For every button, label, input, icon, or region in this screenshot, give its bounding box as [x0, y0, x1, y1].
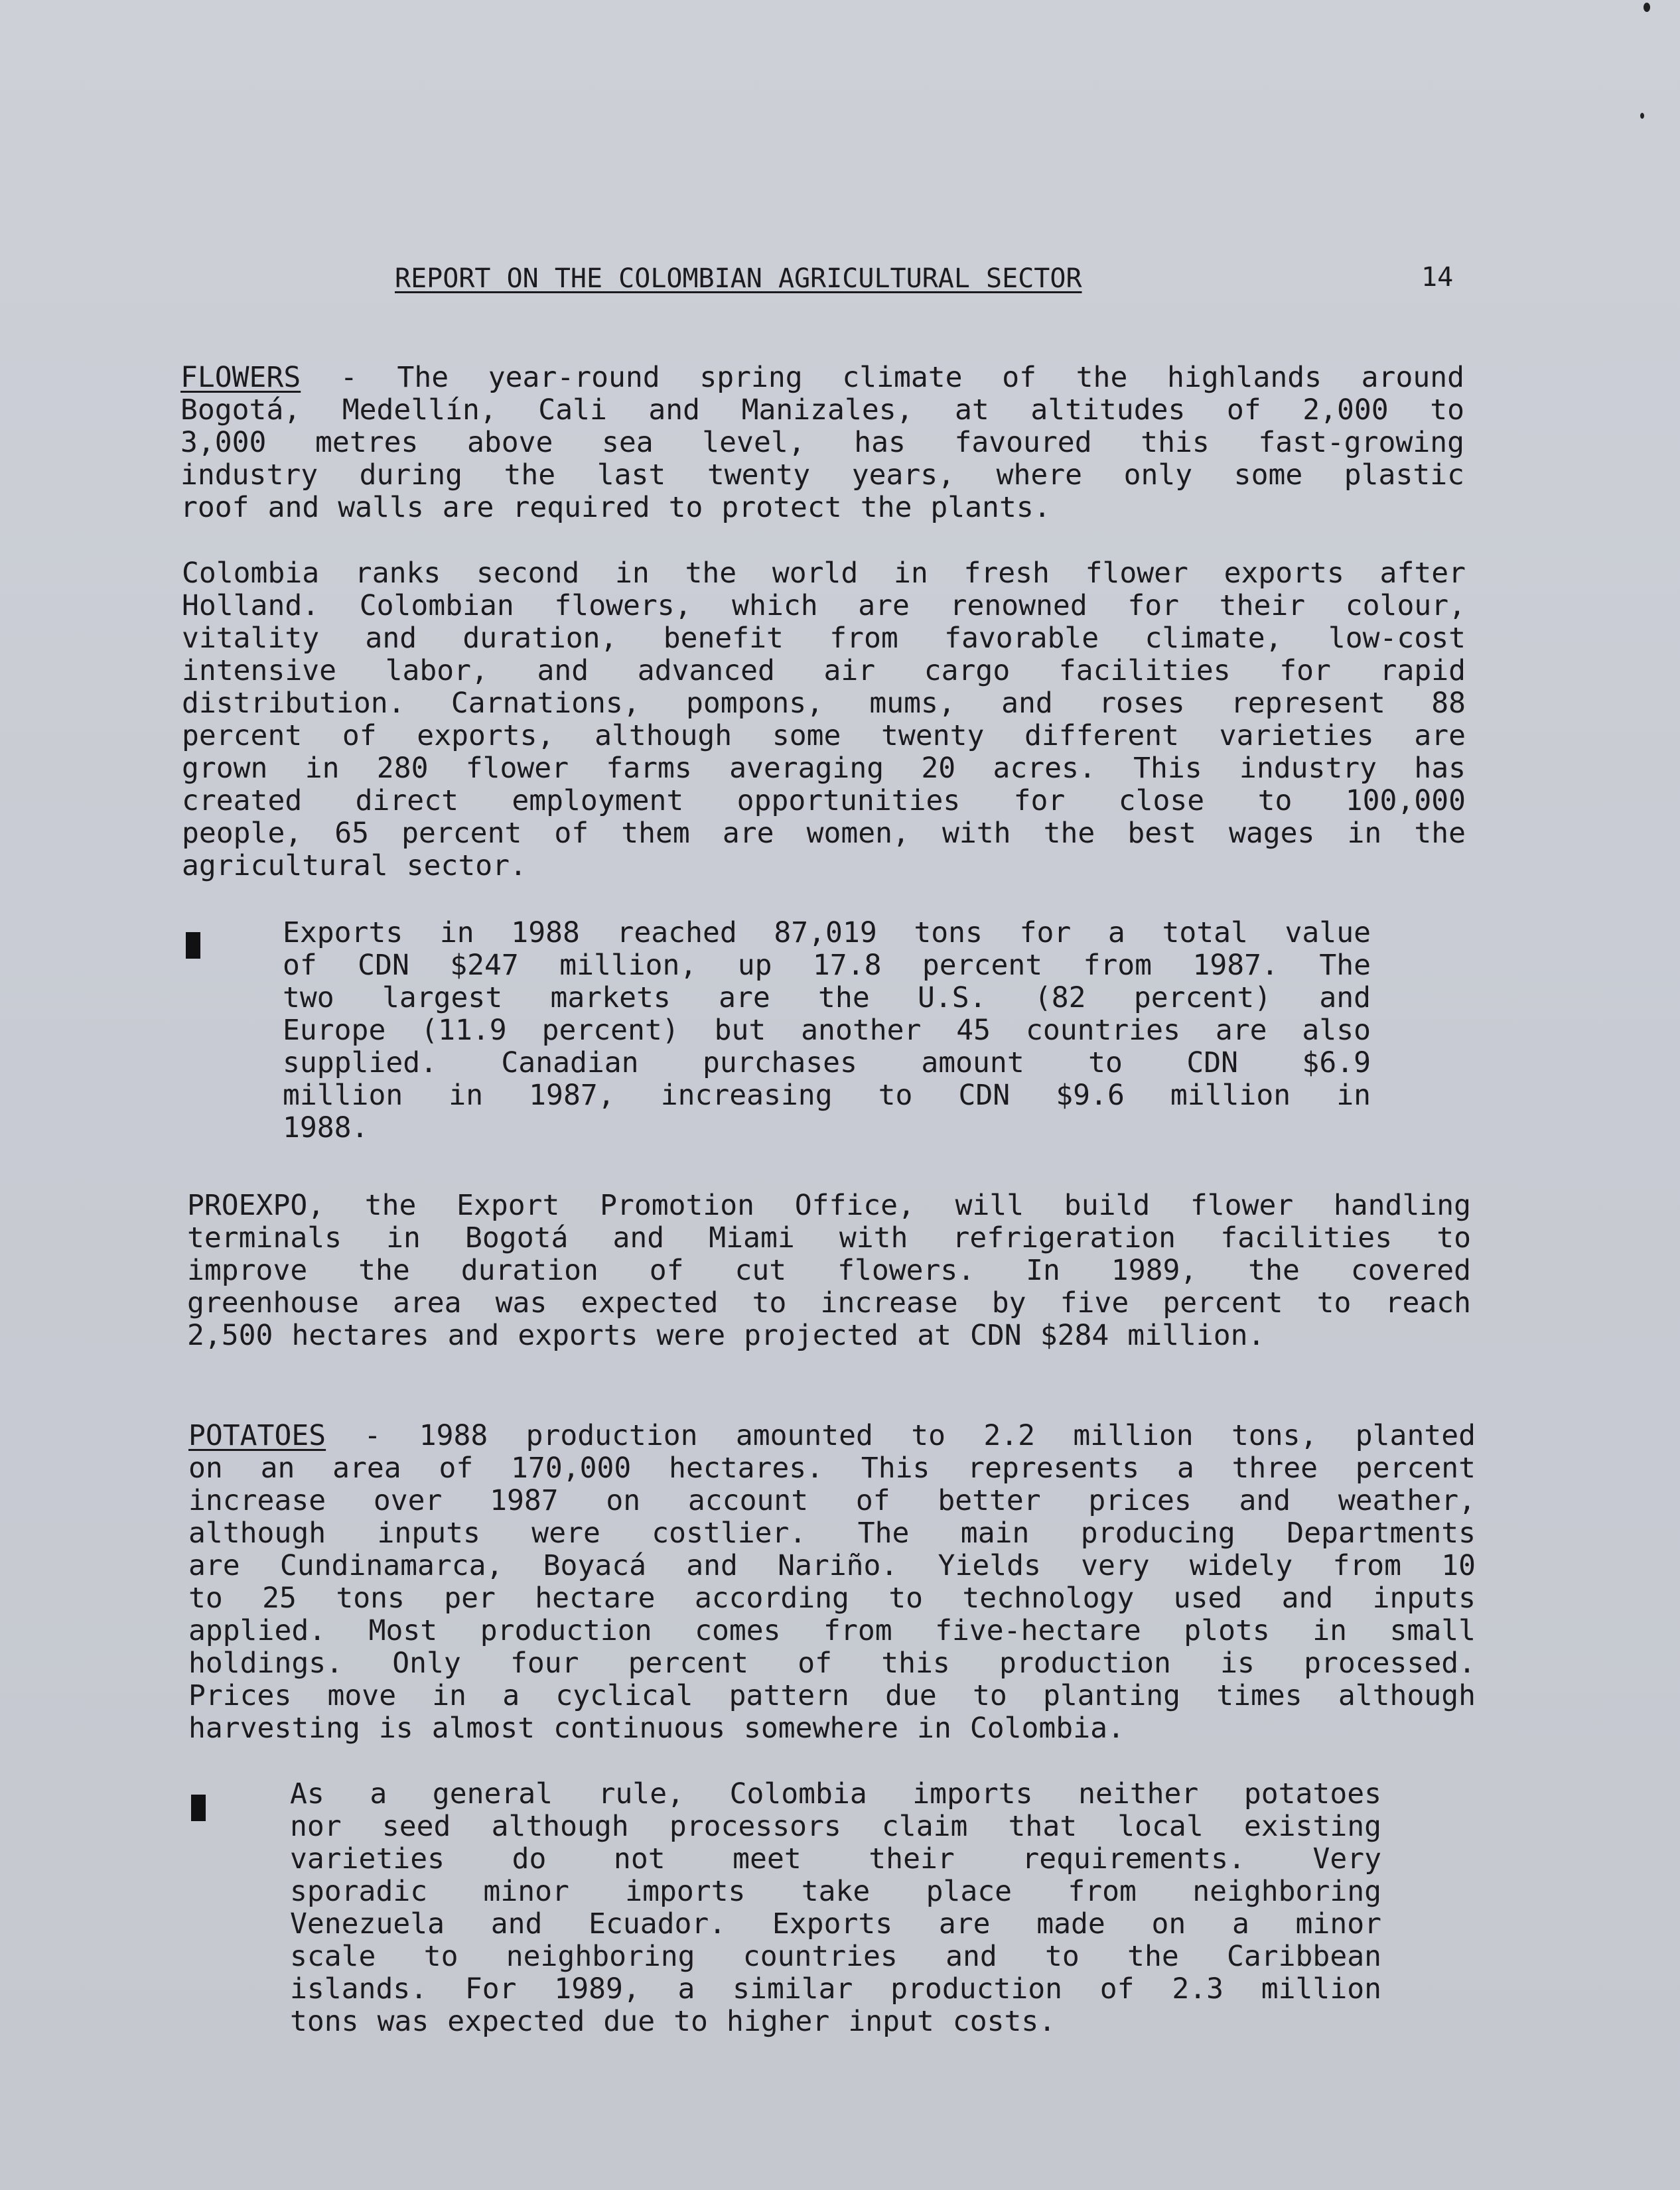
exports-line: of CDN $247 million, up 17.8 percent from 1987. The	[283, 949, 1371, 982]
exports-line: Exports in 1988 reached 87,019 tons for a total value	[283, 916, 1371, 949]
scan-speck	[1644, 3, 1650, 12]
exports-line: two largest markets are the U.S. (82 percent) and	[283, 981, 1371, 1014]
flowers-intro-line: industry during the last twenty years, where only some plastic	[180, 458, 1464, 492]
potatoes-imports-bullet	[290, 1778, 1381, 2038]
potatoes-line: applied. Most production comes from five-hectare plots in small	[188, 1614, 1476, 1647]
imports-line: Venezuela and Ecuador. Exports are made on a minor	[290, 1907, 1381, 1941]
potatoes-paragraph	[188, 1420, 1476, 1745]
imports-line: varieties do not meet their requirements. Very	[290, 1842, 1381, 1876]
ranking-line: percent of exports, although some twenty different varieties are	[182, 719, 1466, 752]
imports-line: nor seed although processors claim that local existing	[290, 1810, 1381, 1843]
flowers-intro-line: roof and walls are required to protect the plants.	[180, 491, 1051, 524]
potatoes-line: are Cundinamarca, Boyacá and Nariño. Yields very widely from 10	[188, 1549, 1476, 1582]
potatoes-line: harvesting is almost continuous somewhere in Colombia.	[188, 1712, 1125, 1745]
report-title: REPORT ON THE COLOMBIAN AGRICULTURAL SECTOR	[395, 263, 1082, 294]
ranking-line: agricultural sector.	[182, 849, 527, 882]
potatoes-line: on an area of 170,000 hectares. This represents a three percent	[188, 1452, 1476, 1485]
potatoes-line: to 25 tons per hectare according to technology used and inputs	[188, 1582, 1476, 1615]
flowers-intro-line	[180, 362, 1464, 394]
imports-line: sporadic minor imports take place from neighboring	[290, 1875, 1381, 1908]
potatoes-bullet-mark	[191, 1795, 206, 1821]
ranking-line: Colombia ranks second in the world in fresh flower exports after	[182, 557, 1466, 590]
proexpo-line: greenhouse area was expected to increase by five percent to reach	[187, 1286, 1471, 1320]
potatoes-line-text: - 1988 production amounted to 2.2 million tons, planted	[326, 1419, 1476, 1452]
ranking-line: vitality and duration, benefit from favorable climate, low-cost	[182, 622, 1466, 655]
potatoes-heading: POTATOES	[188, 1419, 326, 1452]
imports-line: As a general rule, Colombia imports neither potatoes	[290, 1777, 1381, 1811]
flowers-intro-line: Bogotá, Medellín, Cali and Manizales, at altitudes of 2,000 to	[180, 393, 1464, 427]
flowers-bullet-mark	[186, 932, 200, 959]
ranking-line: distribution. Carnations, pompons, mums, and roses represent 88	[182, 687, 1466, 720]
exports-line: 1988.	[283, 1111, 369, 1144]
flowers-intro-line: 3,000 metres above sea level, has favoured this fast-growing	[180, 426, 1464, 459]
proexpo-line: PROEXPO, the Export Promotion Office, will build flower handling	[187, 1189, 1471, 1222]
ranking-line: created direct employment opportunities for close to 100,000	[182, 784, 1466, 817]
page-number: 14	[1421, 262, 1454, 293]
potatoes-line: Prices move in a cyclical pattern due to planting times although	[188, 1679, 1476, 1712]
flowers-intro-paragraph	[180, 362, 1464, 524]
exports-line: million in 1987, increasing to CDN $9.6 million in	[283, 1079, 1371, 1112]
imports-line: scale to neighboring countries and to the Caribbean	[290, 1940, 1381, 1973]
proexpo-line: improve the duration of cut flowers. In 1989, the covered	[187, 1254, 1471, 1287]
ranking-line: grown in 280 flower farms averaging 20 acres. This industry has	[182, 752, 1466, 785]
flowers-exports-bullet	[283, 917, 1371, 1144]
flowers-intro-line-text: - The year-round spring climate of the highlands around	[301, 361, 1464, 394]
exports-line: supplied. Canadian purchases amount to CDN $6.9	[283, 1046, 1371, 1079]
potatoes-line	[188, 1420, 1476, 1452]
ranking-line: people, 65 percent of them are women, with the best wages in the	[182, 817, 1466, 850]
potatoes-line: holdings. Only four percent of this production is processed.	[188, 1647, 1476, 1680]
flowers-ranking-paragraph	[182, 557, 1466, 882]
imports-line: tons was expected due to higher input costs.	[290, 2005, 1056, 2038]
imports-line: islands. For 1989, a similar production of 2.3 million	[290, 1972, 1381, 2006]
proexpo-paragraph	[187, 1190, 1471, 1352]
proexpo-line: terminals in Bogotá and Miami with refrigeration facilities to	[187, 1221, 1471, 1255]
proexpo-line: 2,500 hectares and exports were projected at CDN $284 million.	[187, 1319, 1265, 1352]
ranking-line: Holland. Colombian flowers, which are renowned for their colour,	[182, 589, 1466, 622]
flowers-heading: FLOWERS	[180, 361, 301, 394]
potatoes-line: increase over 1987 on account of better prices and weather,	[188, 1484, 1476, 1517]
scan-speck	[1640, 113, 1644, 119]
ranking-line: intensive labor, and advanced air cargo facilities for rapid	[182, 654, 1466, 687]
exports-line: Europe (11.9 percent) but another 45 countries are also	[283, 1014, 1371, 1047]
potatoes-line: although inputs were costlier. The main producing Departments	[188, 1517, 1476, 1550]
